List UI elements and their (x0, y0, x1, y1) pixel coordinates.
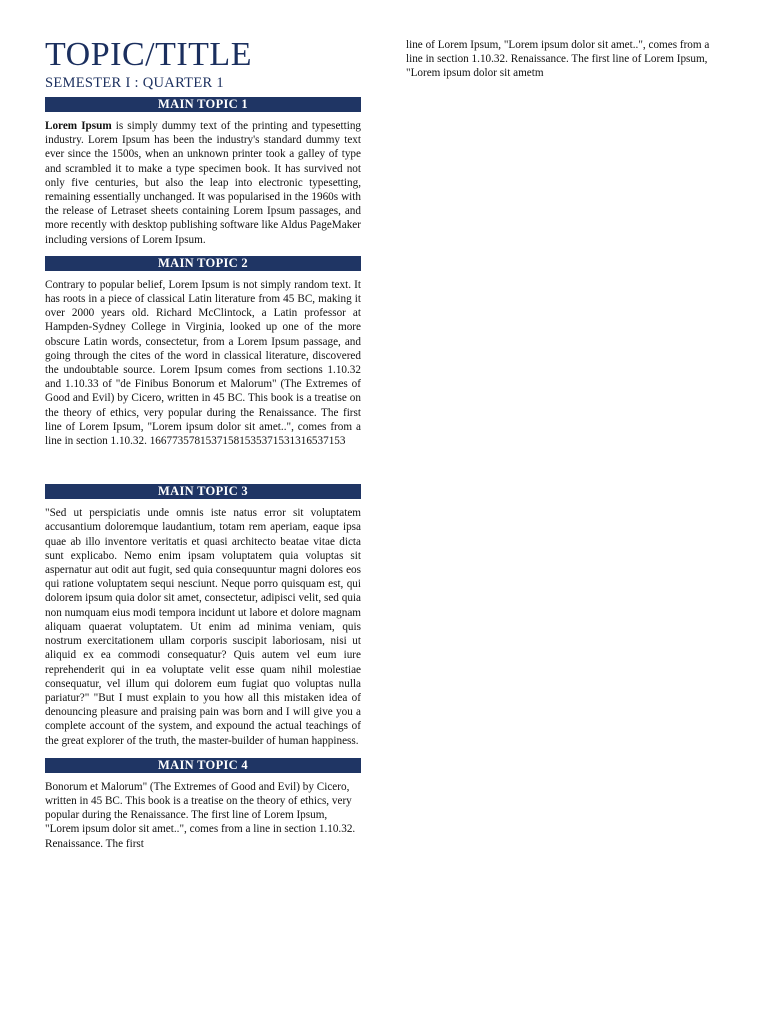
bold-lead-text: Lorem Ipsum (45, 120, 112, 132)
section-body-text: Bonorum et Malorum" (The Extremes of Good and Evil) by Cicero, written in 45 BC. This book is a treatise on the theory of ethics, very popular during the Renaissance. The first line of Lorem Ipsum, "Lorem ipsum dolor sit amet..", comes from a line in section 1.10.32. Renaissance. The first (45, 780, 356, 850)
section-heading: MAIN TOPIC 4 (45, 758, 361, 773)
continued-text: line of Lorem Ipsum, "Lorem ipsum dolor sit amet..", comes from a line in section 1.10.32. Renaissance. The first line of Lorem Ipsum, "Lorem ipsum dolor sit ametm (406, 39, 710, 80)
document-subtitle: SEMESTER I : QUARTER 1 (45, 75, 224, 91)
section-heading: MAIN TOPIC 1 (45, 97, 361, 112)
document-title: TOPIC/TITLE (45, 36, 252, 73)
section-main-topic-2 (45, 256, 361, 448)
section-body-text: Contrary to popular belief, Lorem Ipsum is not simply random text. It has roots in a piece of classical Latin literature from 45 BC, making it over 2000 years old. Richard McClintock, a Latin professor at Hampden-Sydney College in Virginia, looked up one of the more obscure Latin words, consectetur, from a Lorem Ipsum passage, and going through the cites of the word in classical literature, discovered the undoubtable source. Lorem Ipsum comes from sections 1.10.32 and 1.10.33 of "de Finibus Bonorum et Malorum" (The Extremes of Good and Evil) by Cicero, written in 45 BC. This book is a treatise on the theory of ethics, very popular during the Renaissance. The first line of Lorem Ipsum, "Lorem ipsum dolor sit amet..", comes from a line in section 1.10.32. 16677357815371581535371531316537153 (45, 278, 361, 448)
section-main-topic-4 (45, 758, 361, 851)
section-body-text: "Sed ut perspiciatis unde omnis iste natus error sit voluptatem accusantium doloremque laudantium, totam rem aperiam, eaque ipsa quae ab illo inventore veritatis et quasi architecto beatae vitae dicta sunt explicabo. Nemo enim ipsam voluptatem quia voluptas sit aspernatur aut odit aut fugit, sed quia consequuntur magni dolores eos qui ratione voluptatem sequi nesciunt. Neque porro quisquam est, qui dolorem ipsum quia dolor sit amet, consectetur, adipisci velit, sed quia non numquam eius modi tempora incidunt ut labore et dolore magnam aliquam quaerat voluptatem. Ut enim ad minima veniam, quis nostrum exercitationem ullam corporis suscipit laboriosam, nisi ut aliquid ex ea commodi consequatur? Quis autem vel eum iure reprehenderit qui in ea voluptate velit esse quam nihil molestiae consequatur, vel illum qui dolorem eum fugiat quo voluptas nulla pariatur?" "But I must explain to you how all this mistaken idea of denouncing pleasure and praising pain was born and I will give you a complete account of the system, and expound the actual teachings of the great explorer of the truth, the master-builder of human happiness. (45, 507, 361, 747)
section-body-text: is simply dummy text of the printing and typesetting industry. Lorem Ipsum has been the industry's standard dummy text ever since the 1500s, when an unknown printer took a galley of type and scrambled it to make a type specimen book. It has survived not only five centuries, but also the leap into electronic typesetting, remaining essentially unchanged. It was popularised in the 1960s with the release of Letraset sheets containing Lorem Ipsum passages, and more recently with desktop publishing software like Aldus PageMaker including versions of Lorem Ipsum. (45, 120, 362, 246)
right-column (406, 38, 722, 81)
left-column (45, 38, 361, 851)
section-heading: MAIN TOPIC 3 (45, 484, 361, 499)
section-main-topic-3 (45, 484, 361, 747)
section-main-topic-1 (45, 97, 361, 247)
section-body (45, 119, 361, 247)
section-heading: MAIN TOPIC 2 (45, 256, 361, 271)
